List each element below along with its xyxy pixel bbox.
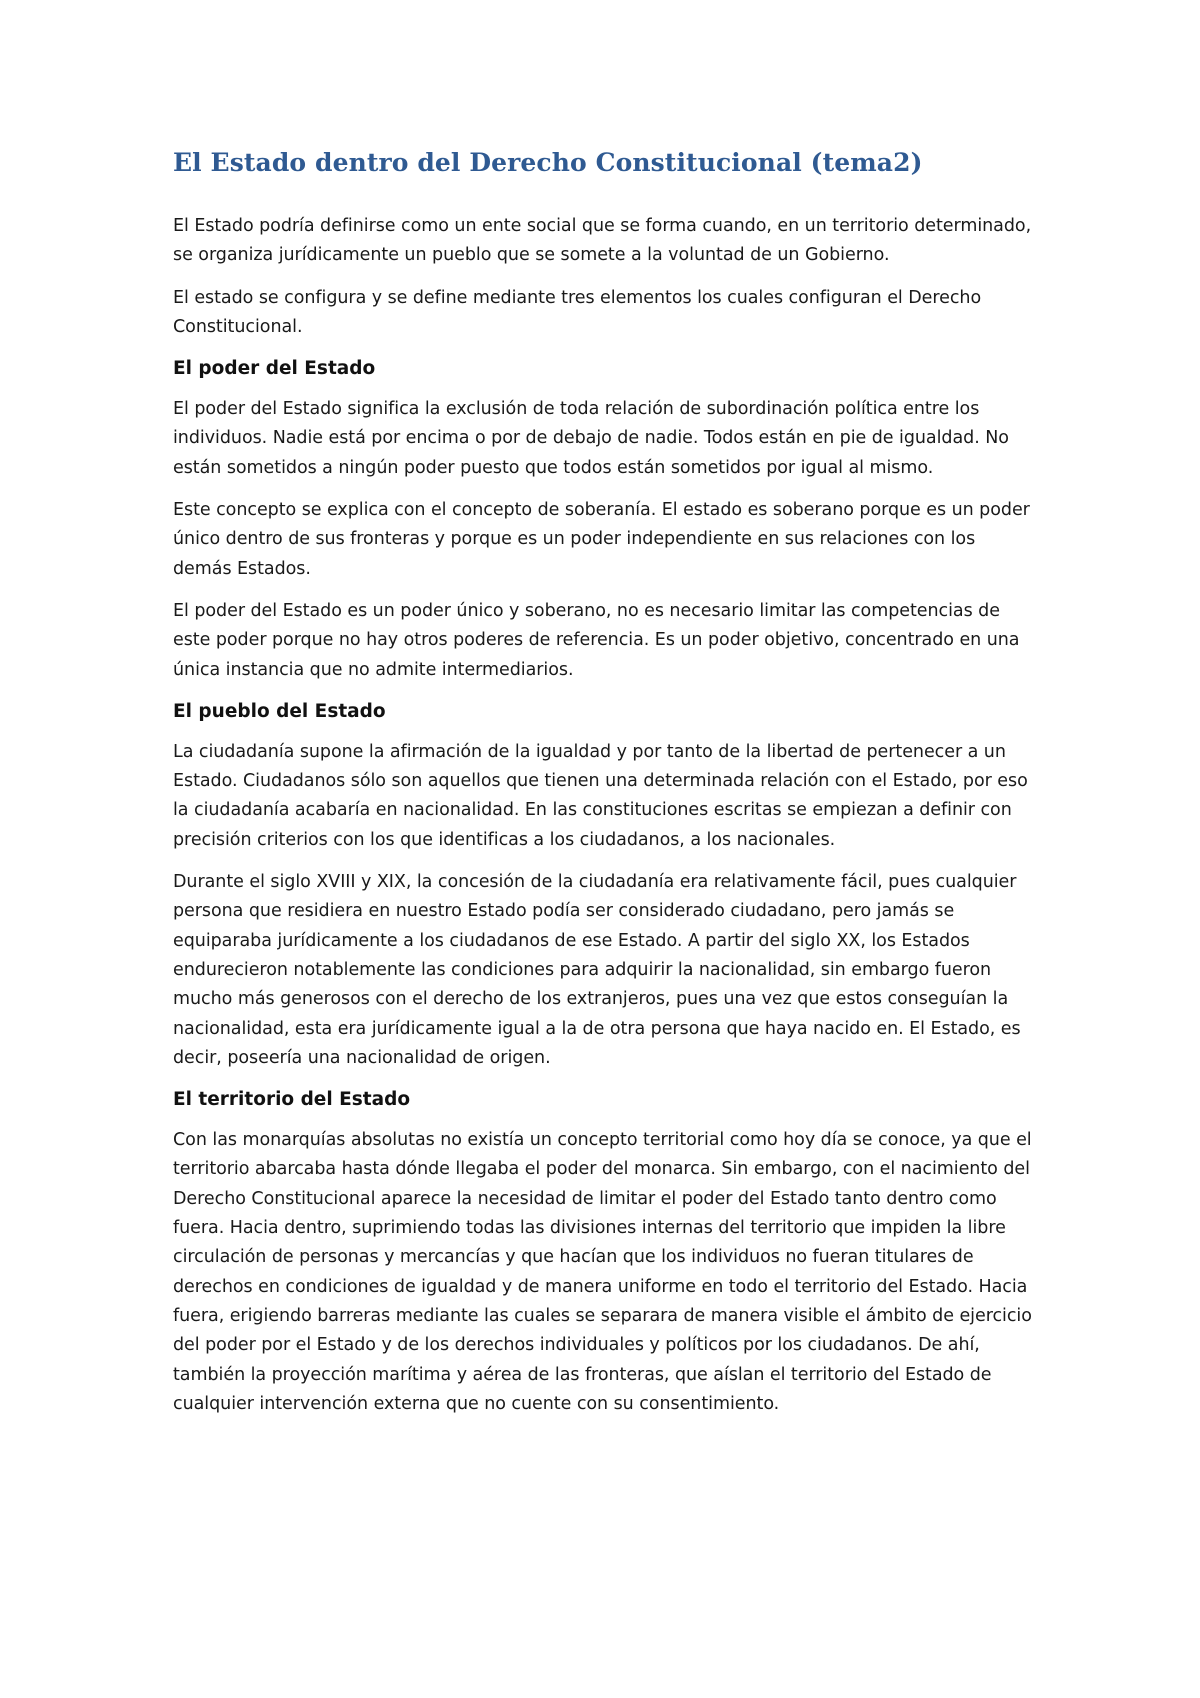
section-paragraph: Durante el siglo XVIII y XIX, la concesión de la ciudadanía era relativamente fácil, pues cualquier persona que residiera en nuestro Estado podía ser considerado ciudadano, pero jamás se equiparaba jurídicamente a los ciudadanos de ese Estado. A partir del siglo XX, los Estados endurecieron notablemente las condiciones para adquirir la nacionalidad, sin embargo fueron mucho más generosos con el derecho de los extranjeros, pues una vez que estos conseguían la nacionalidad, esta era jurídicamente igual a la de otra persona que haya nacido en. El Estado, es decir, poseería una nacionalidad de origen. bbox=[173, 872, 1021, 1068]
section-territorio bbox=[173, 1086, 1039, 1419]
document-title: El Estado dentro del Derecho Constitucional (tema2) bbox=[173, 148, 923, 177]
section-paragraph: El poder del Estado significa la exclusión de toda relación de subordinación política entre los individuos. Nadie está por encima o por de debajo de nadie. Todos están en pie de igualdad. No están sometidos a ningún poder puesto que todos están sometidos por igual al mismo. bbox=[173, 399, 1009, 478]
section-pueblo bbox=[173, 698, 1039, 1073]
section-paragraph: Con las monarquías absolutas no existía un concepto territorial como hoy día se conoce, ya que el territorio abarcaba hasta dónde llegaba el poder del monarca. Sin embargo, con el nacimiento del Derecho Constitucional aparece la necesidad de limitar el poder del Estado tanto dentro como fuera. Hacia dentro, suprimiendo todas las divisiones internas del territorio que impiden la libre circulación de personas y mercancías y que hacían que los individuos no fueran titulares de derechos en condiciones de igualdad y de manera uniforme en todo el territorio del Estado. Hacia fuera, erigiendo barreras mediante las cuales se separara de manera visible el ámbito de ejercicio del poder por el Estado y de los derechos individuales y políticos por los ciudadanos. De ahí, también la proyección marítima y aérea de las fronteras, que aíslan el territorio del Estado de cualquier intervención externa que no cuente con su consentimiento. bbox=[173, 1130, 1032, 1414]
section-paragraph: La ciudadanía supone la afirmación de la igualdad y por tanto de la libertad de pertenecer a un Estado. Ciudadanos sólo son aquellos que tienen una determinada relación con el Estado, por eso la ciudadanía acabaría en nacionalidad. En las constituciones escritas se empiezan a definir con precisión criterios con los que identificas a los ciudadanos, a los nacionales. bbox=[173, 741, 1028, 850]
section-heading-territorio: El territorio del Estado bbox=[173, 1089, 411, 1111]
section-paragraph: Este concepto se explica con el concepto de soberanía. El estado es soberano porque es un poder único dentro de sus fronteras y porque es un poder independiente en sus relaciones con los demás Estados. bbox=[173, 500, 1030, 579]
intro-paragraph-2: El estado se configura y se define mediante tres elementos los cuales configuran el Derecho Constitucional. bbox=[173, 287, 982, 337]
intro-paragraph-1: El Estado podría definirse como un ente social que se forma cuando, en un territorio determinado, se organiza jurídicamente un pueblo que se somete a la voluntad de un Gobierno. bbox=[173, 216, 1032, 266]
document-content bbox=[173, 146, 1039, 1432]
section-heading-pueblo: El pueblo del Estado bbox=[173, 700, 386, 722]
section-paragraph: El poder del Estado es un poder único y soberano, no es necesario limitar las competencias de este poder porque no hay otros poderes de referencia. Es un poder objetivo, concentrado en una única instancia que no admite intermediarios. bbox=[173, 600, 1020, 680]
section-heading-poder: El poder del Estado bbox=[173, 358, 376, 380]
section-poder bbox=[173, 355, 1039, 685]
